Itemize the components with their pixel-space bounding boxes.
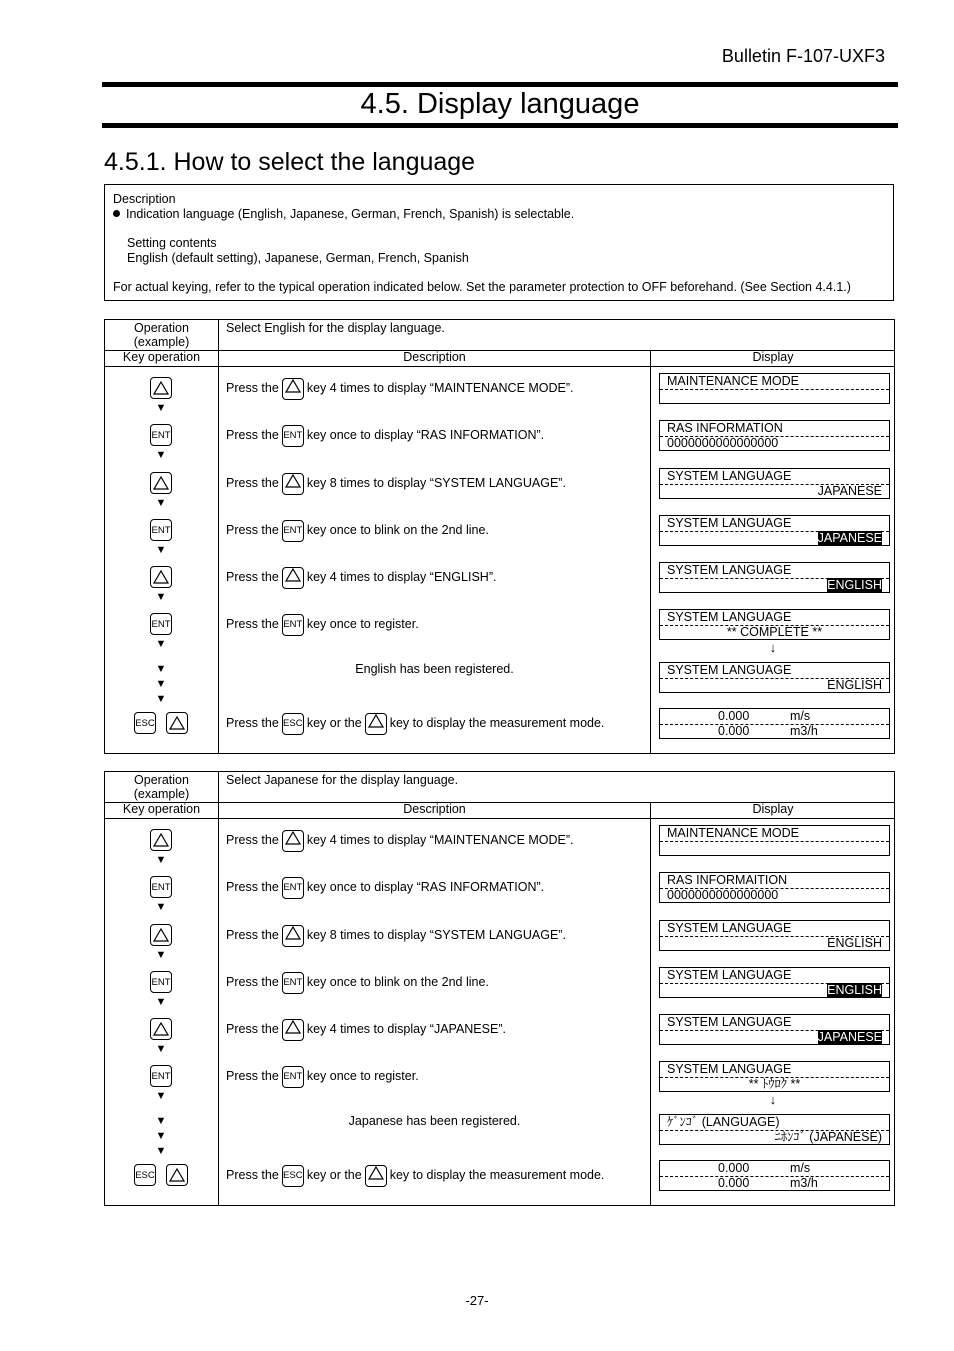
lcd-line-1: MAINTENANCE MODE: [667, 826, 799, 840]
bullet-icon: [113, 210, 120, 217]
lcd-line-2: ** COMPLETE **: [726, 625, 823, 639]
press-the-text: Press the: [226, 716, 279, 730]
esc-key-icon: ESC: [134, 712, 156, 734]
up-key-icon: [150, 566, 172, 588]
row-line-columns: [105, 818, 894, 819]
ent-key-icon: ENT: [150, 1065, 172, 1087]
ent-key-icon: ENT: [282, 614, 304, 636]
up-key-icon: [150, 1018, 172, 1040]
step-description: [226, 377, 574, 400]
up-key-icon: [282, 1019, 304, 1041]
description-heading: Description: [113, 192, 176, 206]
table-summary: Select English for the display language.: [226, 321, 445, 335]
down-arrow-icon: ▼: [155, 591, 167, 603]
title-rule-top: [102, 82, 898, 87]
step-text: key once to register.: [306, 617, 419, 631]
lcd-display: [659, 609, 890, 640]
step-description: [226, 1018, 506, 1041]
step-description: [226, 971, 489, 994]
lcd-display: [659, 662, 890, 693]
description-note: For actual keying, refer to the typical operation indicated below. Set the parameter protection to OFF beforehand. (See Section 4.4.1.): [113, 280, 851, 294]
press-the-text: Press the: [226, 1022, 279, 1036]
or-the-text: key or the: [306, 716, 362, 730]
measure-value-1: 0.000: [718, 1161, 750, 1175]
column-header-display: Display: [752, 802, 794, 816]
press-the-text: Press the: [226, 476, 279, 490]
step-description: [226, 613, 419, 636]
lcd-dashed-divider: [660, 389, 889, 390]
lcd-line-2: 0000000000000000: [667, 888, 779, 902]
lcd-line-1: SYSTEM LANGUAGE: [667, 516, 792, 530]
measure-unit-1: m/s: [790, 709, 811, 723]
title-rule-bottom: [102, 123, 898, 128]
up-key-icon: [282, 378, 304, 400]
lcd-line-2: [667, 983, 882, 998]
lcd-line-2: [667, 531, 882, 546]
lcd-display: [659, 967, 890, 998]
up-key-icon: [365, 713, 387, 735]
press-the-text: Press the: [226, 928, 279, 942]
blinking-value: ENGLISH: [827, 983, 882, 997]
down-arrow-icon: ↓: [769, 1092, 777, 1107]
divider-key-col: [218, 772, 219, 1205]
lcd-display: [659, 562, 890, 593]
lcd-line-2: ﾆﾎﾝｺﾞ (JAPANESE): [774, 1130, 882, 1144]
divider-display-col: [650, 351, 651, 753]
lcd-dashed-divider: [660, 841, 889, 842]
section-title: 4.5. Display language: [360, 88, 640, 120]
esc-key-icon: ESC: [282, 1165, 304, 1187]
down-arrow-icon: ▼: [155, 638, 167, 650]
ent-key-icon: ENT: [282, 1066, 304, 1088]
measure-unit-2: m3/h: [790, 724, 818, 738]
step-text: key 4 times to display “MAINTENANCE MODE”.: [306, 381, 574, 395]
divider-key-col: [218, 320, 219, 753]
step-text: key 4 times to display “ENGLISH”.: [306, 570, 497, 584]
down-arrow-icon: ▼: [155, 402, 167, 414]
down-arrow-icon: ▼: [155, 949, 167, 961]
up-key-icon: [150, 829, 172, 851]
lcd-line-1: MAINTENANCE MODE: [667, 374, 799, 388]
registered-text: English has been registered.: [355, 662, 514, 676]
step-description: [226, 566, 496, 589]
step-text: key once to display “RAS INFORMATION”.: [306, 428, 545, 442]
ent-key-icon: ENT: [150, 519, 172, 541]
lcd-line-2: 0000000000000000: [667, 436, 779, 450]
blinking-value: ENGLISH: [827, 578, 882, 592]
esc-key-icon: ESC: [282, 713, 304, 735]
press-the-text: Press the: [226, 1069, 279, 1083]
operation-table-japanese: [104, 771, 895, 1206]
press-the-text: Press the: [226, 570, 279, 584]
up-key-icon: [150, 924, 172, 946]
esc-key-icon: ESC: [134, 1164, 156, 1186]
lcd-line-2: [667, 578, 882, 593]
down-arrow-icon: ▼: [155, 1130, 167, 1142]
lcd-line-1: RAS INFORMATION: [667, 421, 783, 435]
lcd-line-1: SYSTEM LANGUAGE: [667, 469, 792, 483]
down-arrow-icon: ↓: [769, 640, 777, 655]
down-arrow-icon: ▼: [155, 996, 167, 1008]
or-the-text: key or the: [306, 1168, 362, 1182]
step-text: key once to register.: [306, 1069, 419, 1083]
ent-key-icon: ENT: [150, 876, 172, 898]
lcd-measurement-display: [659, 708, 890, 739]
measure-value-2: 0.000: [718, 724, 750, 738]
lcd-display: [659, 1114, 890, 1145]
ent-key-icon: ENT: [282, 425, 304, 447]
step-description: [226, 1065, 419, 1088]
esc-step-description: [226, 1164, 604, 1187]
up-key-icon: [282, 925, 304, 947]
column-header-key-operation: Key operation: [122, 802, 201, 816]
blinking-value: JAPANESE: [817, 1030, 882, 1044]
step-description: [226, 424, 544, 447]
down-arrow-icon: ▼: [155, 544, 167, 556]
up-key-icon: [150, 377, 172, 399]
column-header-description: Description: [403, 802, 466, 816]
step-text: key 4 times to display “MAINTENANCE MODE”.: [306, 833, 574, 847]
down-arrow-icon: ▼: [155, 901, 167, 913]
registered-text: Japanese has been registered.: [348, 1114, 521, 1128]
down-arrow-icon: ▼: [155, 1043, 167, 1055]
press-the-text: Press the: [226, 1168, 279, 1182]
step-text: key 4 times to display “JAPANESE”.: [306, 1022, 506, 1036]
column-header-description: Description: [403, 350, 466, 364]
measure-unit-2: m3/h: [790, 1176, 818, 1190]
setting-heading: Setting contents: [127, 236, 217, 250]
lcd-line-1: SYSTEM LANGUAGE: [667, 610, 792, 624]
lcd-line-1: SYSTEM LANGUAGE: [667, 921, 792, 935]
lcd-line-1: ｹﾞﾝｺﾞ (LANGUAGE): [667, 1115, 780, 1129]
up-key-icon: [282, 567, 304, 589]
description-bullet: Indication language (English, Japanese, German, French, Spanish) is selectable.: [113, 207, 574, 221]
lcd-line-1: SYSTEM LANGUAGE: [667, 968, 792, 982]
step-text: key 8 times to display “SYSTEM LANGUAGE”.: [306, 928, 566, 942]
step-description: [226, 472, 566, 495]
column-header-key-operation: Key operation: [122, 350, 201, 364]
ent-key-icon: ENT: [282, 972, 304, 994]
lcd-line-2: [667, 1030, 882, 1045]
up-key-icon: [166, 1164, 188, 1186]
esc-step-description: [226, 712, 604, 735]
lcd-display: [659, 825, 890, 856]
lcd-display: [659, 468, 890, 499]
ent-key-icon: ENT: [150, 424, 172, 446]
ent-key-icon: ENT: [150, 613, 172, 635]
press-the-text: Press the: [226, 381, 279, 395]
lcd-line-2: JAPANESE: [817, 484, 882, 498]
step-description: [226, 519, 489, 542]
lcd-display: [659, 1061, 890, 1092]
setting-values: English (default setting), Japanese, German, French, Spanish: [127, 251, 469, 265]
step-text: key 8 times to display “SYSTEM LANGUAGE”.: [306, 476, 566, 490]
lcd-line-1: SYSTEM LANGUAGE: [667, 563, 792, 577]
press-the-text: Press the: [226, 880, 279, 894]
blinking-value: JAPANESE: [817, 531, 882, 545]
press-the-text: Press the: [226, 428, 279, 442]
lcd-display: [659, 920, 890, 951]
lcd-display: [659, 515, 890, 546]
measure-value-1: 0.000: [718, 709, 750, 723]
press-the-text: Press the: [226, 833, 279, 847]
measure-value-2: 0.000: [718, 1176, 750, 1190]
description-box: [104, 184, 894, 301]
step-description: [226, 829, 574, 852]
column-header-display: Display: [752, 350, 794, 364]
lcd-dashed-divider: [660, 1176, 889, 1177]
up-key-icon: [282, 830, 304, 852]
lcd-line-1: SYSTEM LANGUAGE: [667, 663, 792, 677]
page-number: -27-: [465, 1293, 489, 1308]
measure-unit-1: m/s: [790, 1161, 811, 1175]
down-arrow-icon: ▼: [155, 1090, 167, 1102]
ent-key-icon: ENT: [282, 520, 304, 542]
table-summary: Select Japanese for the display language.: [226, 773, 459, 787]
down-arrow-icon: ▼: [155, 854, 167, 866]
step-text: key once to blink on the 2nd line.: [306, 975, 489, 989]
operation-example-label: Operation (example): [133, 773, 190, 801]
divider-display-col: [650, 803, 651, 1205]
esc-tail-text: key to display the measurement mode.: [389, 1168, 605, 1182]
step-text: key once to blink on the 2nd line.: [306, 523, 489, 537]
lcd-line-2: ** ﾄｳﾛｸ **: [748, 1077, 801, 1091]
lcd-line-2: ENGLISH: [827, 936, 882, 950]
subsection-title: 4.5.1. How to select the language: [104, 148, 476, 176]
lcd-measurement-display: [659, 1160, 890, 1191]
lcd-line-2: ENGLISH: [827, 678, 882, 692]
press-the-text: Press the: [226, 523, 279, 537]
lcd-display: [659, 420, 890, 451]
down-arrow-icon: ▼: [155, 693, 167, 705]
ent-key-icon: ENT: [282, 877, 304, 899]
lcd-line-1: SYSTEM LANGUAGE: [667, 1015, 792, 1029]
press-the-text: Press the: [226, 975, 279, 989]
lcd-display: [659, 373, 890, 404]
press-the-text: Press the: [226, 617, 279, 631]
row-line-columns: [105, 366, 894, 367]
up-key-icon: [166, 712, 188, 734]
lcd-display: [659, 1014, 890, 1045]
up-key-icon: [150, 472, 172, 494]
step-text: key once to display “RAS INFORMATION”.: [306, 880, 545, 894]
down-arrow-icon: ▼: [155, 497, 167, 509]
lcd-dashed-divider: [660, 724, 889, 725]
down-arrow-icon: ▼: [155, 678, 167, 690]
up-key-icon: [282, 473, 304, 495]
lcd-line-1: SYSTEM LANGUAGE: [667, 1062, 792, 1076]
bulletin-number: Bulletin F-107-UXF3: [721, 46, 885, 66]
step-description: [226, 876, 544, 899]
up-key-icon: [365, 1165, 387, 1187]
down-arrow-icon: ▼: [155, 1145, 167, 1157]
esc-tail-text: key to display the measurement mode.: [389, 716, 605, 730]
operation-example-label: Operation (example): [133, 321, 190, 349]
down-arrow-icon: ▼: [155, 449, 167, 461]
down-arrow-icon: ▼: [155, 1115, 167, 1127]
lcd-line-1: RAS INFORMAITION: [667, 873, 788, 887]
operation-table-english: [104, 319, 895, 754]
step-description: [226, 924, 566, 947]
lcd-display: [659, 872, 890, 903]
down-arrow-icon: ▼: [155, 663, 167, 675]
ent-key-icon: ENT: [150, 971, 172, 993]
